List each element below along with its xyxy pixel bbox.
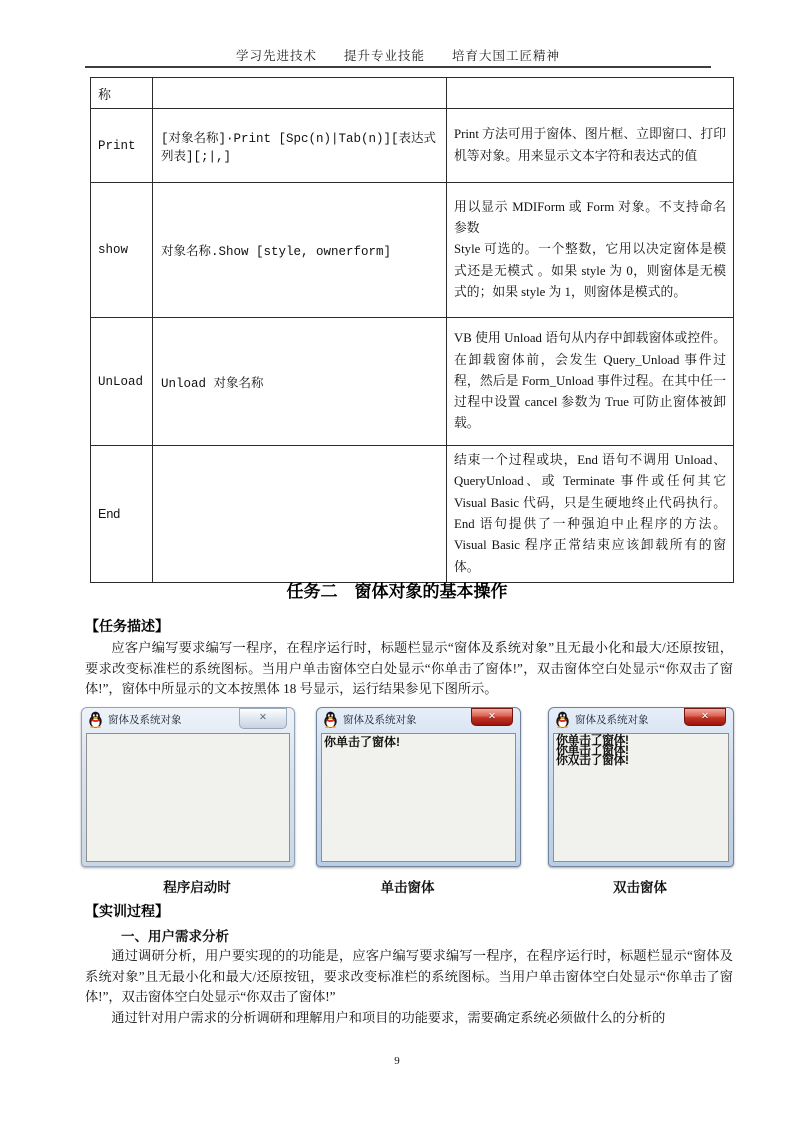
window-client-area <box>321 733 516 862</box>
method-syntax-cell <box>153 446 447 583</box>
page-number: 9 <box>394 1055 400 1067</box>
method-desc-cell <box>447 446 734 583</box>
table-row <box>91 78 734 109</box>
method-name-cell: show <box>91 183 153 318</box>
method-desc-cell <box>447 183 734 318</box>
method-desc-cell <box>447 318 734 446</box>
section-title: 任务二 窗体对象的基本操作 <box>286 582 508 601</box>
method-name-cell: End <box>91 446 153 583</box>
method-desc-cell <box>447 78 734 109</box>
desc-paragraph: 结束一个过程或块，End 语句不调用 Unload、QueryUnload、或 Terminate 事件或任何其它 Visual Basic 代码，只是生硬地终止代码执行。End 语句提供了一种强迫中止程序的方法。Visual Basic 程序正常结束应该卸载所有的窗体。 <box>454 453 726 574</box>
form-text-line: 你单击了窗体! <box>556 743 629 757</box>
qq-penguin-icon <box>555 711 570 728</box>
method-name-cell: Print <box>91 109 153 183</box>
desc-paragraph: Print 方法可用于窗体、图片框、立即窗口、打印机等对象。用来显示文本字符和表达式的值 <box>454 127 726 163</box>
method-syntax-cell: [对象名称]·Print [Spc(n)|Tab(n)][表达式列表][;|,] <box>153 109 447 183</box>
method-desc-cell <box>447 109 734 183</box>
table-row <box>91 318 734 446</box>
task-description-paragraph <box>85 638 733 700</box>
figure-caption-doubleclick: 双击窗体 <box>613 880 667 895</box>
paragraph-text: 应客户编写要求编写一程序，在程序运行时，标题栏显示“窗体及系统对象”且无最小化和最大/还原按钮，要求改变标准栏的系统图标。当用户单击窗体空白处显示“你单击了窗体!”，双击窗体空白处显示“你双击了窗体!”，窗体中所显示的文本按黑体 18 号显示，运行结果参见下图所示。 <box>85 640 733 696</box>
vb-methods-table <box>90 77 734 583</box>
desc-paragraph: VB 使用 Unload 语句从内存中卸载窗体或控件。在卸载窗体前，会发生 Query_Unload 事件过程，然后是 Form_Unload 事件过程。在其中任一过程中设置 cancel 参数为 True 可防止窗体被卸载。 <box>454 331 726 431</box>
table-row <box>91 183 734 318</box>
window-client-area <box>553 733 729 862</box>
close-icon: ✕ <box>488 711 496 722</box>
header-rule <box>85 66 711 68</box>
window-title: 窗体及系统对象 <box>343 714 417 726</box>
close-button <box>471 708 513 726</box>
close-icon: ✕ <box>259 712 267 723</box>
close-button <box>239 708 287 729</box>
method-name-cell: UnLoad <box>91 318 153 446</box>
table-row <box>91 446 734 583</box>
qq-penguin-icon <box>323 711 338 728</box>
paragraph-text: 通过调研分析，用户要实现的的功能是，应客户编写要求编写一程序，在程序运行时，标题栏显示“窗体及系统对象”且无最小化和最大/还原按钮，要求改变标准栏的系统图标。当用户单击窗体空白处显示“你单击了窗体!”，双击窗体空白处显示“你双击了窗体!” <box>85 948 733 1004</box>
method-syntax-cell: Unload 对象名称 <box>153 318 447 446</box>
form-text-line: 你单击了窗体! <box>324 735 400 749</box>
close-button <box>684 708 726 726</box>
window-title: 窗体及系统对象 <box>108 714 182 726</box>
form-text-line: 你双击了窗体! <box>556 753 629 767</box>
paragraph-text: 通过针对用户需求的分析调研和理解用户和项目的功能要求，需要确定系统必须做什么的分析的 <box>111 1009 666 1025</box>
window-title: 窗体及系统对象 <box>575 714 649 726</box>
desc-paragraph: Style 可选的。一个整数，它用以决定窗体是模式还是无模式 。如果 style 为 0，则窗体是无模式的；如果 style 为 1，则窗体是模式的。 <box>454 242 726 299</box>
process-heading: 【实训过程】 <box>85 903 169 919</box>
window-client-area <box>86 733 290 862</box>
desc-paragraph: 用以显示 MDIForm 或 Form 对象。不支持命名参数 <box>454 199 726 236</box>
table-row <box>91 109 734 183</box>
form-text-line: 你单击了窗体! <box>556 733 629 747</box>
method-syntax-cell: 对象名称.Show [style, ownerform] <box>153 183 447 318</box>
requirement-analysis-subheading: 一、用户需求分析 <box>121 929 229 944</box>
method-syntax-cell <box>153 78 447 109</box>
form-text-block <box>554 734 728 766</box>
figure-window-doubleclick <box>548 707 734 867</box>
figure-row <box>0 707 794 867</box>
task-description-heading: 【任务描述】 <box>85 618 169 634</box>
process-paragraphs <box>85 946 733 1028</box>
qq-penguin-icon <box>88 711 103 728</box>
figure-window-click <box>316 707 521 867</box>
figure-caption-click: 单击窗体 <box>380 880 435 895</box>
close-icon: ✕ <box>701 711 709 722</box>
page-header-slogan: 学习先进技术 提升专业技能 培育大国工匠精神 <box>235 49 560 63</box>
figure-caption-startup: 程序启动时 <box>163 880 231 895</box>
figure-window-startup <box>81 707 295 867</box>
method-name-cell: 称 <box>91 78 153 109</box>
